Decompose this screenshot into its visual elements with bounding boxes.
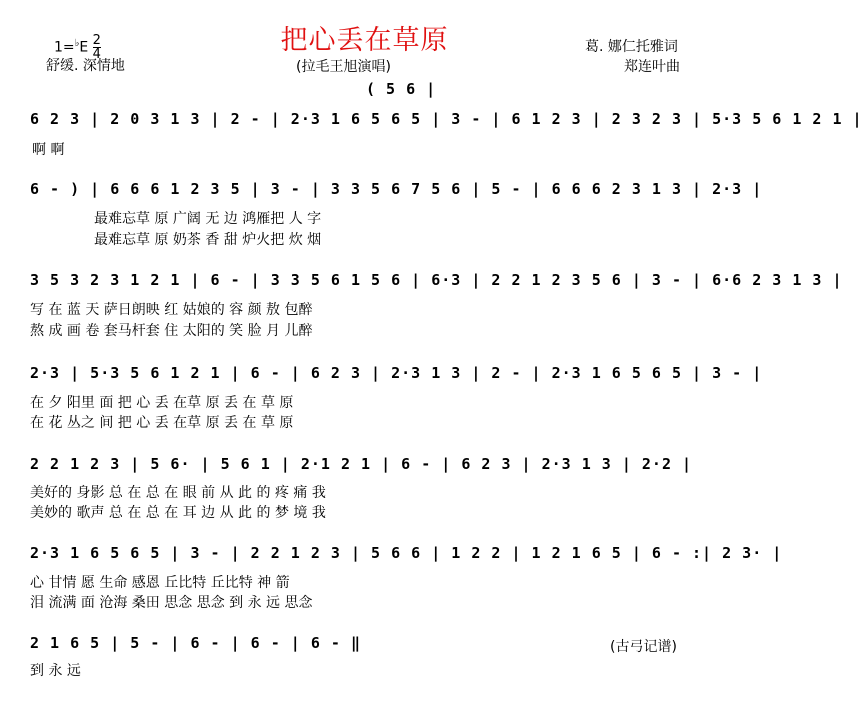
song-title: 把心丢在草原 [280, 25, 449, 56]
system-2-lyric-2: 最难忘草 原 奶茶 香 甜 炉火把 炊 烟 [94, 232, 322, 248]
system-4-notes: 2·3 | 5·3 5 6 1 2 1 | 6 - | 6 2 3 | 2·3 1 3 | 2 - | 2·3 1 6 5 6 5 | 3 - | [30, 364, 763, 382]
system-6-lyric-2: 泪 流满 面 沧海 桑田 思念 思念 到 永 远 思念 [30, 595, 313, 611]
time-signature-top: 2 [92, 33, 101, 48]
lyricist-credit: 葛. 娜仁托雅词 [585, 39, 678, 55]
system-1-notes: 6 2 3 | 2 0 3 1 3 | 2 - | 2·3 1 6 5 6 5 | 3 - | 6 1 2 3 | 2 3 2 3 | 5·3 5 6 1 2 1 | [30, 110, 863, 128]
system-3-notes: 3 5 3 2 3 1 2 1 | 6 - | 3 3 5 6 1 5 6 | 6·3 | 2 2 1 2 3 5 6 | 3 - | 6·6 2 3 1 3 | [30, 271, 843, 289]
singer-credit: (拉毛王旭演唱) [296, 59, 391, 75]
system-1-lyric-1: 啊 啊 [32, 142, 65, 158]
system-6-lyric-1: 心 甘情 愿 生命 感恩 丘比特 丘比特 神 箭 [30, 575, 290, 591]
tempo-marking: 舒缓. 深情地 [46, 58, 125, 74]
system-3-lyric-1: 写 在 蓝 天 萨日朗映 红 姑娘的 容 颜 敖 包醉 [30, 302, 313, 318]
system-3-lyric-2: 熬 成 画 卷 套马杆套 住 太阳的 笑 脸 月 儿醉 [30, 323, 313, 339]
system-5-lyric-2: 美妙的 歌声 总 在 总 在 耳 边 从 此 的 梦 境 我 [30, 505, 326, 521]
intro-pickup: ( 5 6 | [366, 80, 437, 98]
system-2-notes: 6 - ) | 6 6 6 1 2 3 5 | 3 - | 3 3 5 6 7 5 6 | 5 - | 6 6 6 2 3 1 3 | 2·3 | [30, 180, 763, 198]
notation-source: (古弓记谱) [610, 639, 677, 655]
flat-sign: ♭ [74, 37, 80, 49]
system-5-notes: 2 2 1 2 3 | 5 6· | 5 6 1 | 2·1 2 1 | 6 - | 6 2 3 | 2·3 1 3 | 2·2 | [30, 455, 693, 473]
composer-credit: 郑连叶曲 [624, 59, 680, 75]
key-label: 1= [54, 39, 75, 56]
system-4-lyric-1: 在 夕 阳里 面 把 心 丢 在草 原 丢 在 草 原 [30, 395, 294, 411]
system-5-lyric-1: 美好的 身影 总 在 总 在 眼 前 从 此 的 疼 痛 我 [30, 485, 326, 501]
system-7-lyric-1: 到 永 远 [30, 663, 81, 679]
time-signature-bottom: 4 [92, 47, 101, 62]
system-2-lyric-1: 最难忘草 原 广阔 无 边 鸿雁把 人 字 [94, 211, 322, 227]
key-tonic: E [79, 39, 89, 56]
system-7-notes: 2 1 6 5 | 5 - | 6 - | 6 - | 6 - ‖ [30, 634, 362, 652]
system-4-lyric-2: 在 花 丛之 间 把 心 丢 在草 原 丢 在 草 原 [30, 415, 294, 431]
system-6-notes: 2·3 1 6 5 6 5 | 3 - | 2 2 1 2 3 | 5 6 6 | 1 2 2 | 1 2 1 6 5 | 6 - :| 2 3· | [30, 544, 783, 562]
